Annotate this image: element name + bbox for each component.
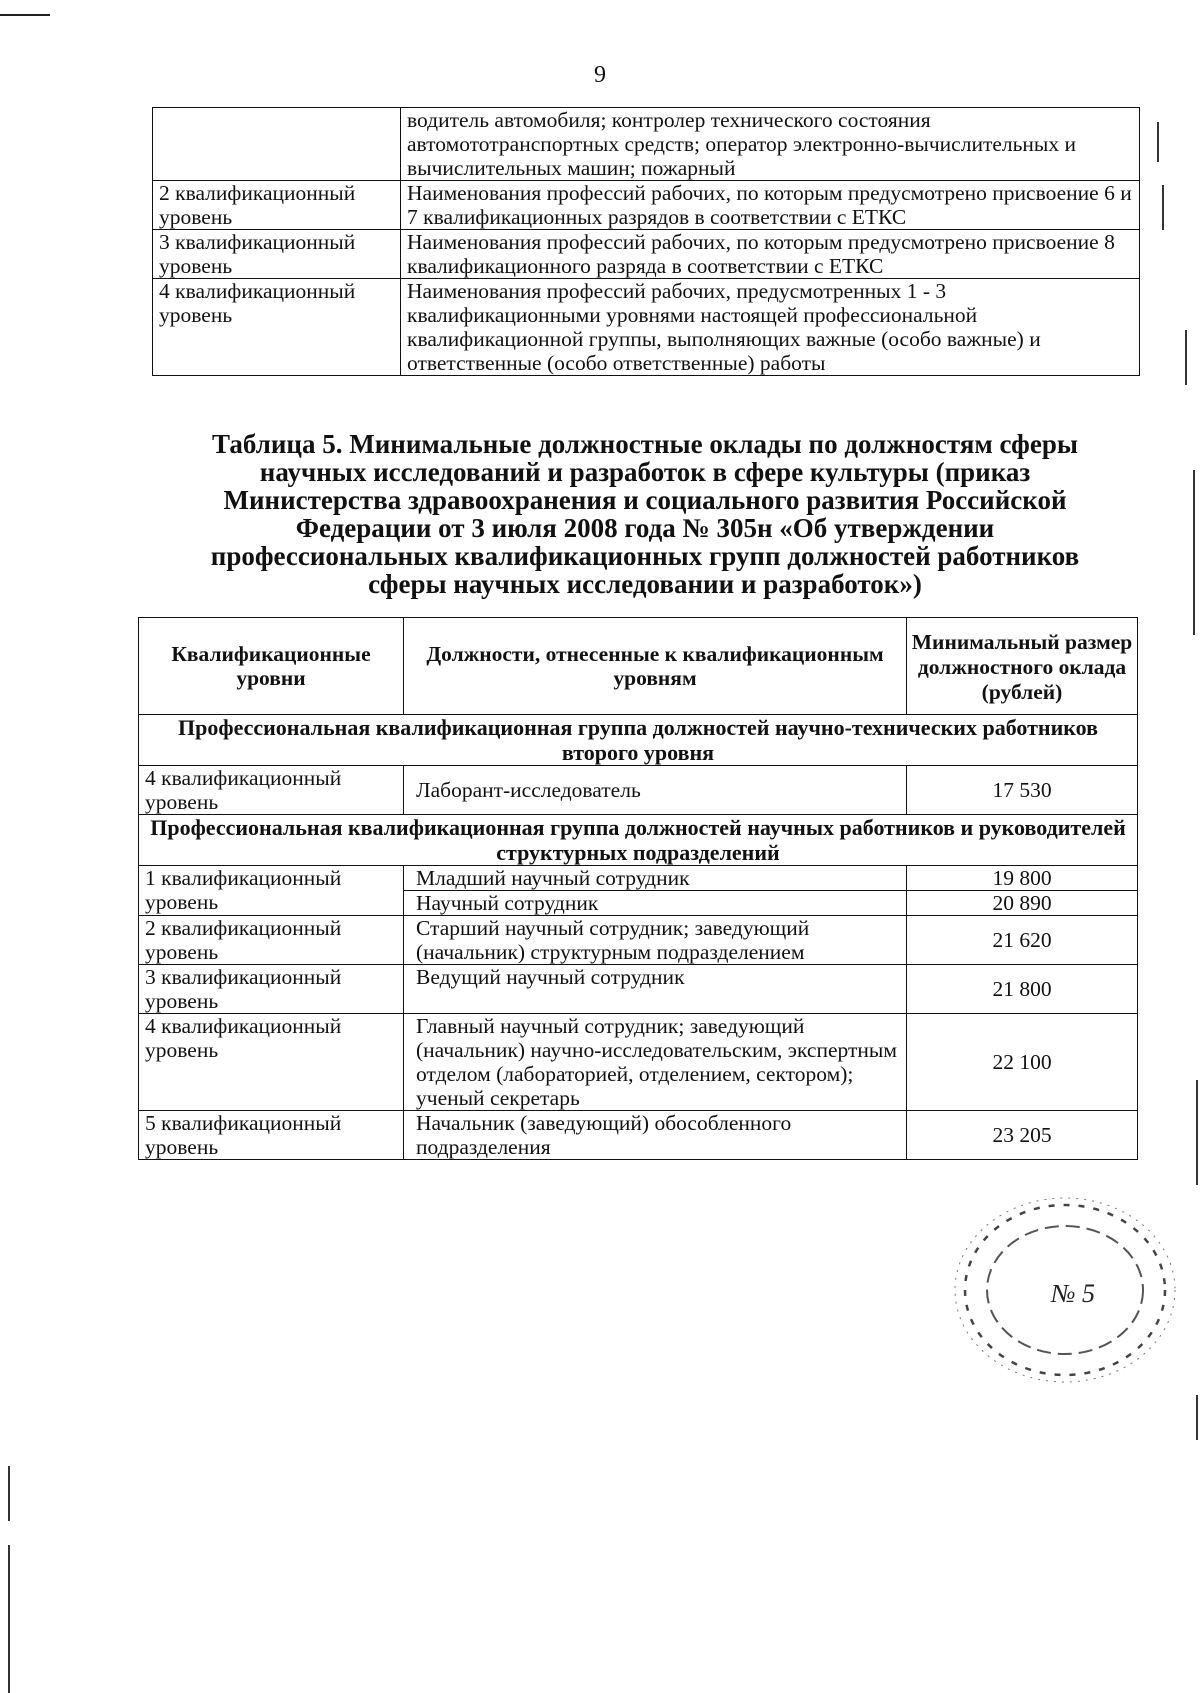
position-cell: Главный научный сотрудник; заведующий (начальник) научно-исследовательским, экспертным отделом (лабораторией, отделением, сектором); ученый секретарь bbox=[404, 1014, 907, 1111]
level-cell: 5 квалификационный уровень bbox=[139, 1111, 404, 1160]
level-cell: 3 квалификационный уровень bbox=[139, 965, 404, 1014]
level-cell: 2 квалификационный уровень bbox=[153, 181, 401, 230]
group-title: Профессиональная квалификационная группа должностей научно-технических работников второго уровня bbox=[139, 715, 1138, 766]
continuation-table bbox=[152, 107, 1140, 376]
level-cell bbox=[153, 108, 401, 181]
salary-cell: 23 205 bbox=[907, 1111, 1138, 1160]
salary-cell: 19 800 bbox=[907, 866, 1138, 891]
table-row bbox=[153, 279, 1140, 376]
stamp-seal bbox=[945, 1190, 1180, 1390]
salary-cell: 22 100 bbox=[907, 1014, 1138, 1111]
scan-edge-mark bbox=[1196, 1080, 1198, 1185]
table-row bbox=[139, 965, 1138, 1014]
header-levels: Квалификационные уровни bbox=[139, 618, 404, 715]
position-cell: Младший научный сотрудник bbox=[404, 866, 907, 891]
table-row bbox=[139, 1111, 1138, 1160]
level-cell: 2 квалификационный уровень bbox=[139, 916, 404, 965]
table-row bbox=[139, 766, 1138, 815]
table-row bbox=[153, 230, 1140, 279]
header-row bbox=[139, 618, 1138, 715]
scan-edge-mark bbox=[1157, 122, 1159, 162]
group-title: Профессиональная квалификационная группа должностей научных работников и руководителей структурных подразделений bbox=[139, 815, 1138, 866]
position-cell: Лаборант-исследователь bbox=[404, 766, 907, 815]
description-cell: Наименования профессий рабочих, по которым предусмотрено присвоение 6 и 7 квалификационных разрядов в соответствии с ЕТКС bbox=[401, 181, 1140, 230]
salary-cell: 21 620 bbox=[907, 916, 1138, 965]
page-number: 9 bbox=[594, 62, 606, 88]
level-cell: 4 квалификационный уровень bbox=[153, 279, 401, 376]
description-cell: водитель автомобиля; контролер технического состояния автомототранспортных средств; оператор электронно-вычислительных и вычислительных машин; пожарный bbox=[401, 108, 1140, 181]
table-5-title: Таблица 5. Минимальные должностные оклады по должностям сферы научных исследований и разработок в сфере культуры (приказ Министерства здравоохранения и социального развития Российской Федерации от 3 июля 2008 года № 305н «Об утверждении профессиональных квалификационных групп должностей работников сферы научных исследовании и разработок») bbox=[210, 429, 1080, 599]
description-cell: Наименования профессий рабочих, предусмотренных 1 - 3 квалификационными уровнями настоящей профессиональной квалификационной группы, выполняющих важные (особо важные) и ответственные (особо ответственные) работы bbox=[401, 279, 1140, 376]
scan-edge-mark bbox=[8, 1466, 10, 1521]
position-cell: Начальник (заведующий) обособленного подразделения bbox=[404, 1111, 907, 1160]
table-row bbox=[139, 916, 1138, 965]
level-cell: 4 квалификационный уровень bbox=[139, 766, 404, 815]
level-cell: 3 квалификационный уровень bbox=[153, 230, 401, 279]
position-cell: Старший научный сотрудник; заведующий (начальник) структурным подразделением bbox=[404, 916, 907, 965]
scan-edge-mark bbox=[1185, 330, 1187, 385]
position-cell: Ведущий научный сотрудник bbox=[404, 965, 907, 1014]
level-cell: 4 квалификационный уровень bbox=[139, 1014, 404, 1111]
table-row bbox=[153, 181, 1140, 230]
table-row bbox=[139, 1014, 1138, 1111]
stamp-number: № 5 bbox=[1050, 1279, 1096, 1308]
group-row bbox=[139, 715, 1138, 766]
salary-table bbox=[138, 617, 1138, 1160]
group-row bbox=[139, 815, 1138, 866]
level-cell: 1 квалификационный уровень bbox=[139, 866, 404, 916]
header-positions: Должности, отнесенные к квалификационным уровням bbox=[404, 618, 907, 715]
header-salary: Минимальный размер должностного оклада (рублей) bbox=[907, 618, 1138, 715]
salary-cell: 20 890 bbox=[907, 891, 1138, 916]
position-cell: Научный сотрудник bbox=[404, 891, 907, 916]
table-row bbox=[153, 108, 1140, 181]
corner-scan-line bbox=[0, 14, 50, 16]
description-cell: Наименования профессий рабочих, по которым предусмотрено присвоение 8 квалификационного разряда в соответствии с ЕТКС bbox=[401, 230, 1140, 279]
scan-edge-mark bbox=[1196, 1395, 1198, 1440]
table-row bbox=[139, 866, 1138, 891]
scan-edge-mark bbox=[8, 1545, 10, 1693]
salary-cell: 17 530 bbox=[907, 766, 1138, 815]
scan-edge-mark bbox=[1162, 185, 1164, 230]
salary-cell: 21 800 bbox=[907, 965, 1138, 1014]
scan-edge-mark bbox=[1193, 470, 1195, 635]
